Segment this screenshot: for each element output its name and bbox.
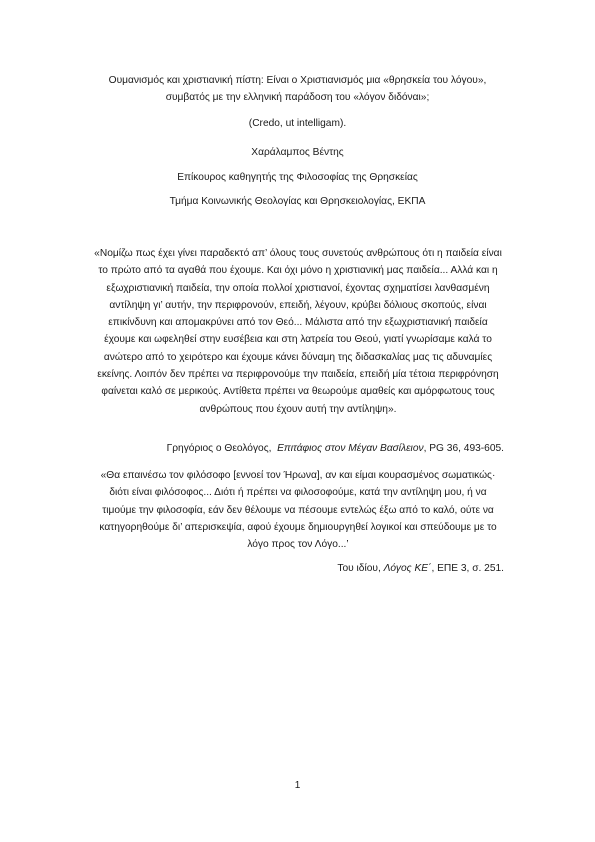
- quote-block-1: «Νομίζω πως έχει γίνει παραδεκτό απ’ όλους τους συνετούς ανθρώπους ότι η παιδεία είναι το πρώτο από τα αγαθά που έχουμε. Και όχι μόνο η χριστιανική μας παιδεία... Αλλά και η εξωχριστιανική παιδεία, την οποία πολλοί χριστιανοί, έχοντας σχηματίσει λανθασμένη αντίληψη γι’ αυτήν, την περιφρονούν, επειδή, λέγουν, κρύβει δόλιους σκοπούς, είναι επικίνδυνη και απομακρύνει από τον Θεό... Μάλιστα από την εξωχριστιανική παιδεία έχουμε και ωφεληθεί στην ευσέβεια και στη λατρεία του Θεού, γιατί γνωρίσαμε καλά το ανώτερο από το χειρότερο και έχουμε κάνει δύναμη της διδασκαλίας μας τις αδυναμίες εκείνης. Λοιπόν δεν πρέπει να περιφρονούμε την παιδεία, επειδή μία τέτοια περιφρόνηση φαίνεται καλό σε μερικούς. Αντίθετα πρέπει να θεωρούμε αμαθείς και αμόρφωτους τους ανθρώπους που έχουν αυτή την αντίληψη».: [94, 248, 502, 415]
- quote-1-citation-work: Επιτάφιος στον Μέγαν Βασίλειον: [277, 443, 424, 454]
- quote-2-citation-work: Λόγος ΚΕ΄: [383, 563, 432, 574]
- author-name: Χαράλαμπος Βέντης: [251, 147, 344, 158]
- quote-1-citation-author: Γρηγόριος ο Θεολόγος,: [166, 443, 272, 454]
- quote-2-citation: [337, 562, 504, 576]
- paper-title: Ουμανισμός και χριστιανική πίστη: Είναι ο Χριστιανισμός μια «θρησκεία του λόγου», συμβατός με την ελληνική παράδοση του «λόγον διδόναι»;: [108, 75, 487, 103]
- quote-2-citation-ref: , ΕΠΕ 3, σ. 251.: [431, 563, 504, 574]
- quote-2-citation-prefix: Του ιδίου,: [337, 563, 381, 574]
- quote-1-citation: [167, 442, 504, 456]
- motto: (Credo, ut intelligam).: [248, 118, 347, 129]
- quote-1-citation-ref: , PG 36, 493-605.: [423, 443, 504, 454]
- page-number: 1: [294, 780, 301, 791]
- author-department: Τμήμα Κοινωνικής Θεολογίας και Θρησκειολογίας, ΕΚΠΑ: [169, 196, 426, 207]
- quote-block-2: «Θα επαινέσω τον φιλόσοφο [εννοεί τον Ήρωνα], αν και είμαι κουρασμένος σωματικώς· διότι είναι φιλόσοφος... Διότι ή πρέπει να φιλοσοφούμε, κατά την αντίληψη μου, ή να τιμούμε την φιλοσοφία, εάν δεν θέλουμε να πέσουμε εντελώς έξω από το καλό, ούτε να κατηγορηθούμε δι’ απερισκεψία, αφού έχουμε δημιουργηθεί λογικοί και σπεύδουμε με το λόγο προς τον Λόγο...’: [99, 470, 497, 551]
- author-position: Επίκουρος καθηγητής της Φιλοσοφίας της Θρησκείας: [177, 172, 418, 183]
